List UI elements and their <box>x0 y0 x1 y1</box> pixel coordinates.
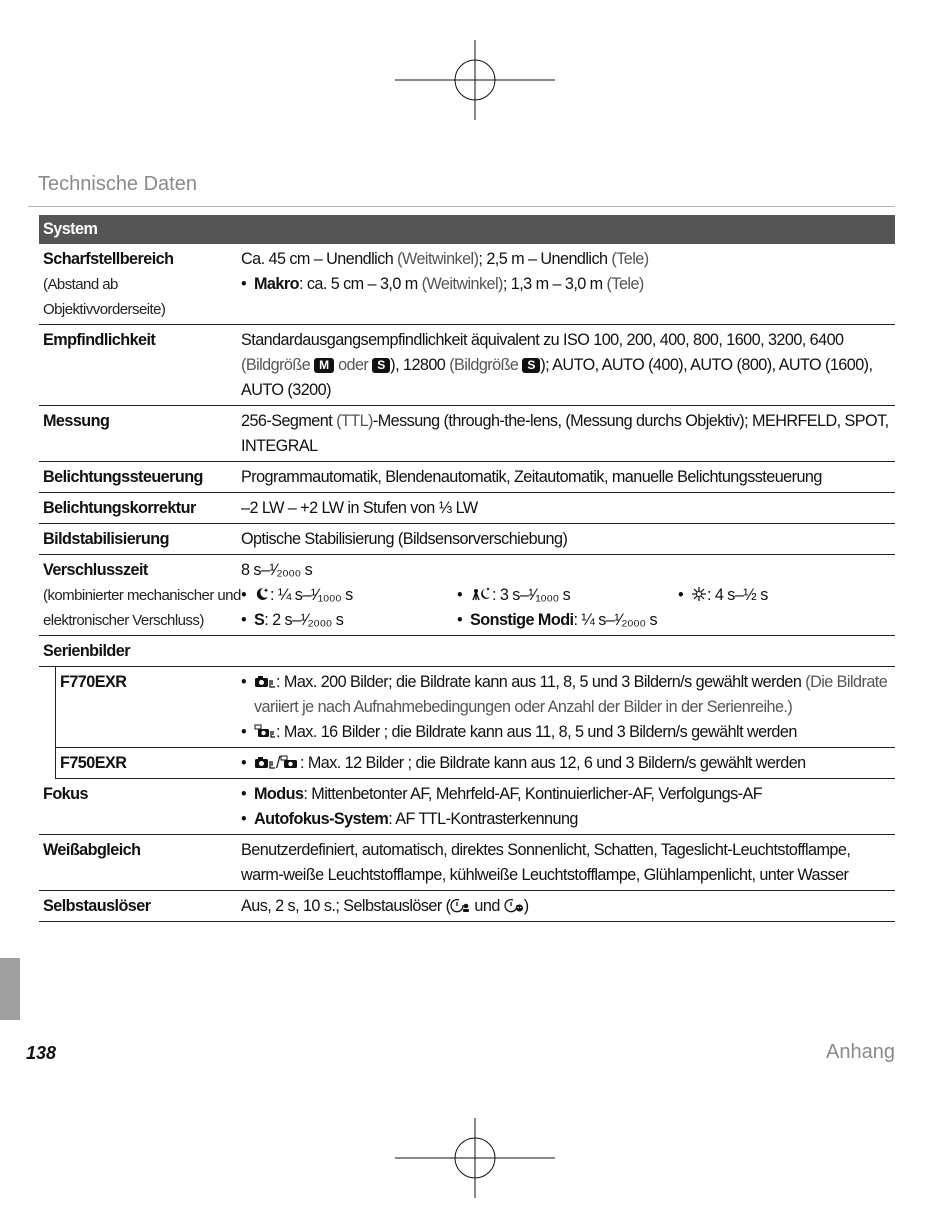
row-label: Serienbilder <box>43 642 130 660</box>
page-number: 138 <box>26 1043 57 1063</box>
image-size-s-badge: S <box>522 358 540 373</box>
row-label: F750EXR <box>60 754 127 772</box>
burst-icon <box>254 754 276 770</box>
table-row <box>39 891 895 922</box>
row-label: Empfindlichkeit <box>43 331 156 349</box>
chapter-tab-marker <box>0 958 20 1020</box>
table-subrow <box>55 748 895 779</box>
table-band-header: System <box>39 215 895 244</box>
row-label: Messung <box>43 412 110 430</box>
table-row <box>39 524 895 555</box>
row-value: Optische Stabilisierung (Bildsensorverschiebung) <box>241 530 568 548</box>
row-label: Belichtungskorrektur <box>43 499 196 517</box>
registration-mark-icon <box>395 1118 555 1198</box>
image-size-s-badge: S <box>372 358 390 373</box>
row-label: Weißabgleich <box>43 841 141 859</box>
row-value: 8 s–¹⁄₂₀₀₀ s • : ¼ s–¹⁄₁₀₀₀ s • : 3 s–¹⁄₁₀₀₀ s • : 4 s–½ s • S: 2 s–¹⁄₂₀₀₀ s • Sonstige Modi: ¼ s–¹⁄₂₀₀₀ s <box>241 561 768 629</box>
registration-mark-icon <box>395 40 555 120</box>
row-value: Aus, 2 s, 10 s.; Selbstauslöser ( und ) <box>241 897 529 915</box>
row-label: F770EXR <box>60 673 127 691</box>
table-row <box>39 835 895 891</box>
burst-last-icon <box>280 754 300 770</box>
burst-icon <box>254 673 276 689</box>
table-row <box>39 779 895 835</box>
row-value: Benutzerdefiniert, automatisch, direktes Sonnenlicht, Schatten, Tageslicht-Leuchtstofflampe, warm-weiße Leuchtstofflampe, kühlweiße Leuchtstofflampe, Glühlampenlicht, unter Wasser <box>241 841 851 884</box>
table-row <box>39 493 895 524</box>
table-row <box>39 555 895 636</box>
row-label: Scharfstellbereich (Abstand ab Objektivvorderseite) <box>43 250 174 318</box>
row-value: • Modus: Mittenbetonter AF, Mehrfeld-AF, Kontinuierlicher-AF, Verfolgungs-AF • Autofokus-System: AF TTL-Kontrasterkennung <box>241 785 763 828</box>
row-value: • / : Max. 12 Bilder ; die Bildrate kann aus 12, 6 und 3 Bildern/s gewählt werden <box>241 754 806 772</box>
row-label: Bildstabilisierung <box>43 530 169 548</box>
timer-smile-icon <box>450 897 470 913</box>
table-subrow <box>55 667 895 748</box>
row-label: Belichtungssteuerung <box>43 468 203 486</box>
row-value: Programmautomatik, Blendenautomatik, Zeitautomatik, manuelle Belichtungssteuerung <box>241 468 822 486</box>
row-label: Verschlusszeit (kombinierter mechanischer und elektronischer Verschluss) <box>43 561 241 629</box>
table-row <box>39 636 895 667</box>
night-tripod-icon <box>470 586 492 602</box>
table-row <box>39 325 895 406</box>
section-title: Technische Daten <box>38 173 197 195</box>
image-size-m-badge: M <box>314 358 334 373</box>
row-value <box>241 639 895 664</box>
timer-pet-icon <box>504 897 524 913</box>
row-value: –2 LW – +2 LW in Stufen von ⅓ LW <box>241 499 478 517</box>
row-value: • : Max. 200 Bilder; die Bildrate kann aus 11, 8, 5 und 3 Bildern/s gewählt werden (Die Bildrate variiert je nach Aufnahmebedingungen oder Anzahl der Bilder in der Serienreihe.) • : Max. 16 Bilder ; die Bildrate kann aus 11, 8, 5 und 3 Bildern/s gewählt werden <box>241 673 888 741</box>
title-divider <box>28 206 895 207</box>
table-row <box>39 406 895 462</box>
night-mode-icon <box>254 586 270 602</box>
table-row <box>39 462 895 493</box>
table-row <box>39 244 895 325</box>
row-label: Fokus <box>43 785 88 803</box>
burst-last-icon <box>254 723 276 739</box>
row-value: Ca. 45 cm – Unendlich (Weitwinkel); 2,5 m – Unendlich (Tele) • Makro: ca. 5 cm – 3,0 m (Weitwinkel); 1,3 m – 3,0 m (Tele) <box>241 250 649 293</box>
fireworks-icon <box>691 586 707 602</box>
chapter-label: Anhang <box>826 1041 895 1063</box>
spec-table <box>39 215 895 922</box>
row-value: 256-Segment (TTL)-Messung (through-the-lens, (Messung durchs Objektiv); MEHRFELD, SPOT, INTEGRAL <box>241 412 889 455</box>
row-value: Standardausgangsempfindlichkeit äquivalent zu ISO 100, 200, 400, 800, 1600, 3200, 6400 (Bildgröße M oder S ), 12800 (Bildgröße S ); AUTO, AUTO (400), AUTO (800), AUTO (1600), AUTO (3200) <box>241 331 873 399</box>
row-label: Selbstauslöser <box>43 897 151 915</box>
